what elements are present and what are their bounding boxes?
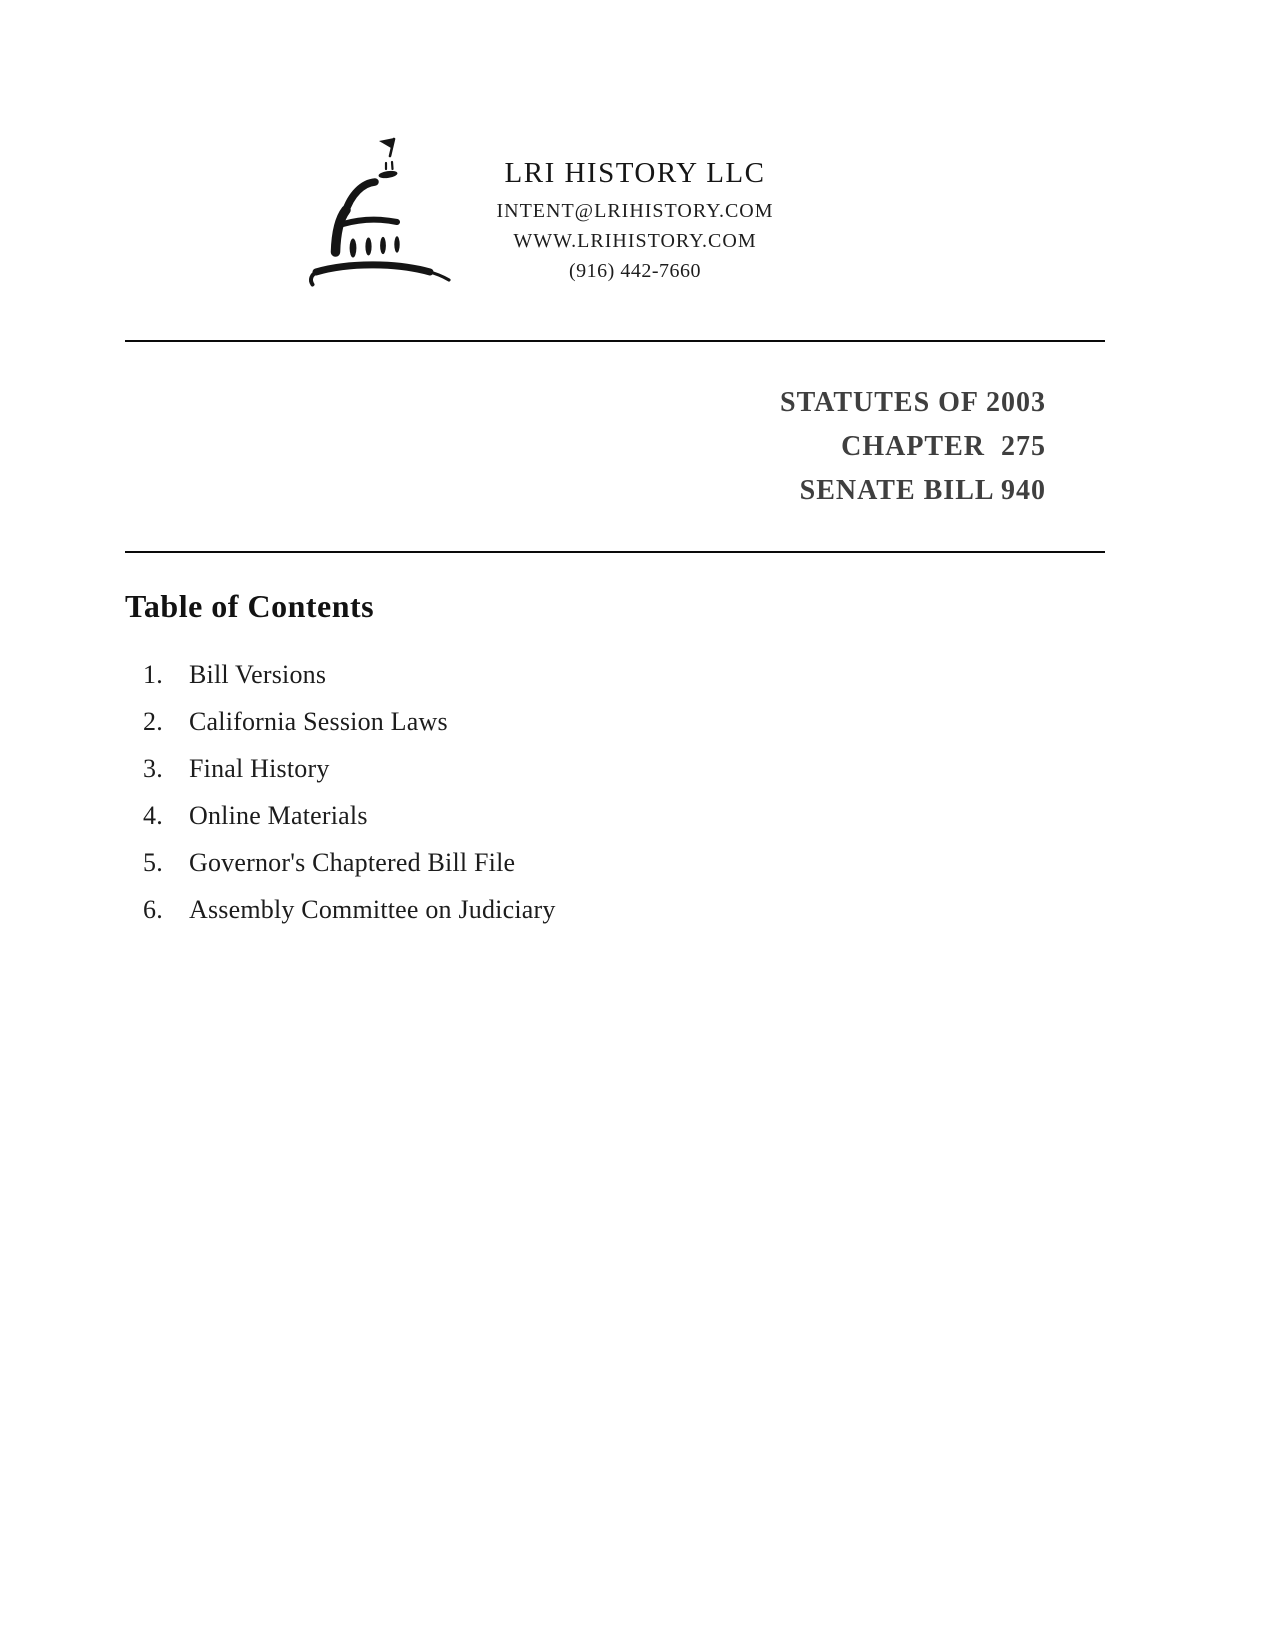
toc-item-number: 6. [143,895,163,924]
toc-item-number: 5. [143,848,163,877]
company-phone: (916) 442-7660 [569,260,701,282]
divider-middle [125,551,1105,553]
bill-reference-block [780,381,1046,513]
toc-item-number: 4. [143,801,163,830]
toc-heading: Table of Contents [125,588,375,624]
toc-item-final-history [143,756,843,782]
toc-item-number: 3. [143,754,163,783]
divider-top [125,340,1105,342]
toc-item-online-materials [143,803,843,829]
toc-item-number: 2. [143,707,163,736]
company-name: LRI HISTORY LLC [504,157,766,189]
toc-item-label: Bill Versions [189,660,327,689]
toc-item-label: California Session Laws [189,707,448,736]
toc-item-label: Assembly Committee on Judiciary [189,895,556,924]
letterhead [385,155,885,286]
company-email: INTENT@LRIHISTORY.COM [496,200,774,222]
toc-item-label: Online Materials [189,801,368,830]
toc-item-assembly-judiciary [143,897,843,923]
statutes-year: STATUTES OF 2003 [780,387,1046,418]
senate-bill-number: SENATE BILL 940 [799,475,1046,506]
toc-item-label: Governor's Chaptered Bill File [189,848,516,877]
toc-list [143,662,843,944]
toc-item-bill-versions [143,662,843,688]
toc-item-label: Final History [189,754,330,783]
chapter-number: CHAPTER 275 [841,431,1046,462]
toc-item-number: 1. [143,660,163,689]
toc-item-governors-bill-file [143,850,843,876]
toc-item-session-laws [143,709,843,735]
company-website: WWW.LRIHISTORY.COM [513,230,757,252]
